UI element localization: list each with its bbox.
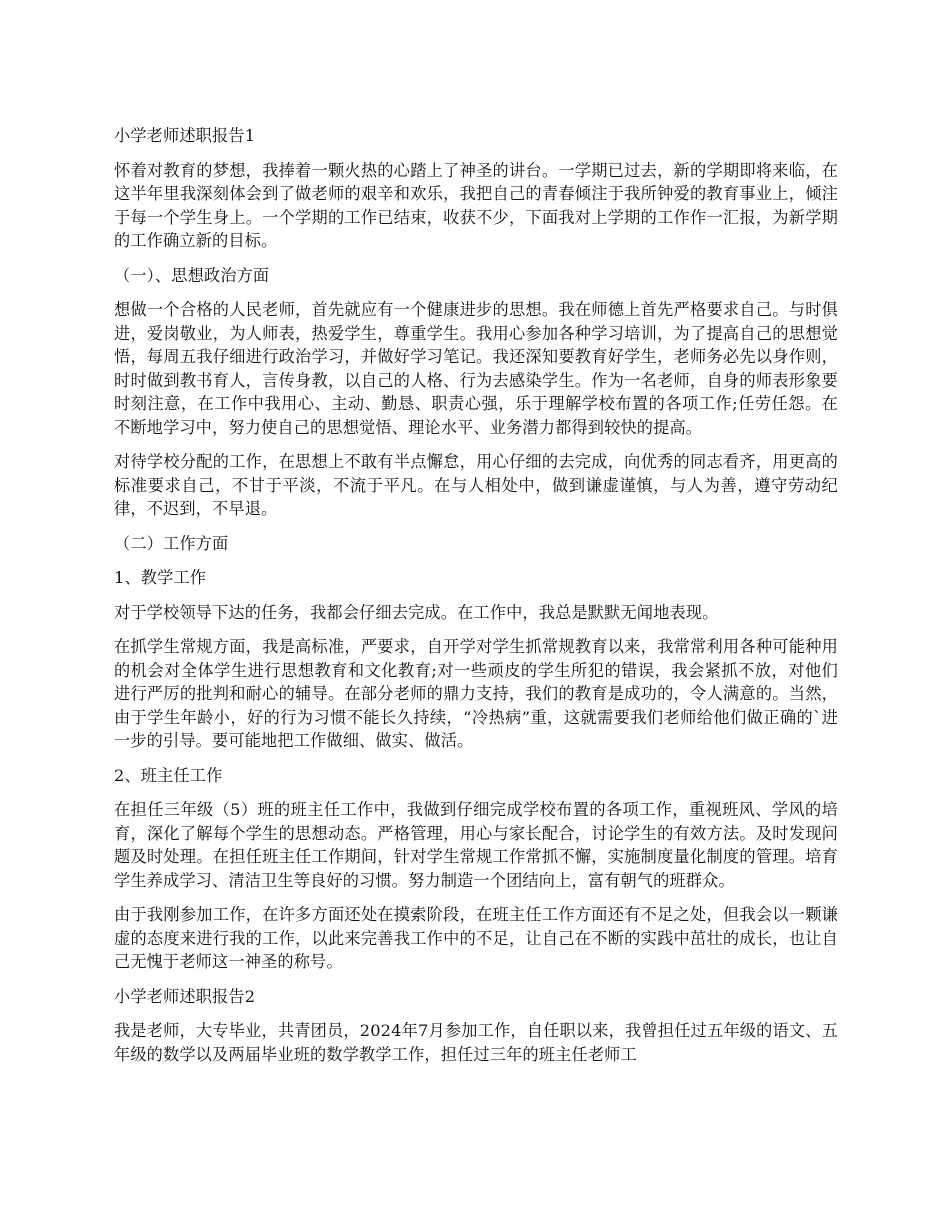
class-teacher-paragraph-2: 由于我刚参加工作，在许多方面还处在摸索阶段，在班主任工作方面还有不足之处，但我会以一颗谦虚的态度来进行我的工作，以此来完善我工作中的不足，让自己在不断的实践中茁壮的成长，也让自己无愧于老师这一神圣的称号。 [114, 905, 838, 971]
teaching-paragraph-1: 对于学校领导下达的任务，我都会仔细去完成。在工作中，我总是默默无闻地表现。 [114, 602, 719, 622]
document-body [114, 124, 838, 1077]
political-paragraph-1: 想做一个合格的人民老师，首先就应有一个健康进步的思想。我在师德上首先严格要求自己。与时俱进，爱岗敬业，为人师表，热爱学生，尊重学生。我用心参加各种学习培训，为了提高自己的思想觉悟，每周五我仔细进行政治学习，并做好学习笔记。我还深知要教育好学生，老师务必先以身作则，时时做到教书育人，言传身教，以自己的人格、行为去感染学生。作为一名老师，自身的师表形象要时刻注意，在工作中我用心、主动、勤恳、职责心强，乐于理解学校布置的各项工作;任劳任怨。在不断地学习中，努力使自己的思想觉悟、理论水平、业务潜力都得到较快的提高。 [114, 300, 838, 437]
section-heading-political: （一）、思想政治方面 [114, 265, 270, 285]
section-heading-work: （二）工作方面 [114, 533, 229, 553]
class-teacher-paragraph-1: 在担任三年级（5）班的班主任工作中，我做到仔细完成学校布置的各项工作，重视班风、学风的培育，深化了解每个学生的思想动态。严格管理，用心与家长配合，讨论学生的有效方法。及时发现问题及时处理。在担任班主任工作期间，针对学生常规工作常抓不懈，实施制度量化制度的管理。培育学生养成学习、清洁卫生等良好的习惯。努力制造一个团结向上，富有朝气的班群众。 [114, 800, 838, 890]
subsection-heading-teaching: 1、教学工作 [114, 568, 207, 587]
intro-paragraph: 怀着对教育的梦想，我捧着一颗火热的心踏上了神圣的讲台。一学期已过去，新的学期即将来临，在这半年里我深刻体会到了做老师的艰辛和欢乐，我把自己的青春倾注于我所钟爱的教育事业上，倾注于每一个学生身上。一个学期的工作已结束，收获不少，下面我对上学期的工作作一汇报，为新学期的工作确立新的目标。 [114, 160, 838, 250]
report-2-intro-paragraph: 我是老师，大专毕业，共青团员，2024年7月参加工作，自任职以来，我曾担任过五年级的语文、五年级的数学以及两届毕业班的数学教学工作，担任过三年的班主任老师工 [114, 1021, 838, 1064]
political-paragraph-2: 对待学校分配的工作，在思想上不敢有半点懈怠，用心仔细的去完成，向优秀的同志看齐，用更高的标准要求自己，不甘于平淡，不流于平凡。在与人相处中，做到谦虚谨慎，与人为善，遵守劳动纪律，不迟到，不早退。 [114, 452, 838, 518]
teaching-paragraph-2: 在抓学生常规方面，我是高标准，严要求，自开学对学生抓常规教育以来，我常常利用各种可能种用的机会对全体学生进行思想教育和文化教育;对一些顽皮的学生所犯的错误，我会紧抓不放，对他们进行严厉的批判和耐心的辅导。在部分老师的鼎力支持，我们的教育是成功的，令人满意的。当然，由于学生年龄小，好的行为习惯不能长久持续，“冷热病”重，这就需要我们老师给他们做正确的`进一步的引导。要可能地把工作做细、做实、做活。 [114, 637, 838, 750]
subsection-heading-class-teacher: 2、班主任工作 [114, 765, 223, 785]
report-title-1: 小学老师述职报告1 [114, 126, 256, 145]
report-title-2: 小学老师述职报告2 [114, 986, 256, 1006]
